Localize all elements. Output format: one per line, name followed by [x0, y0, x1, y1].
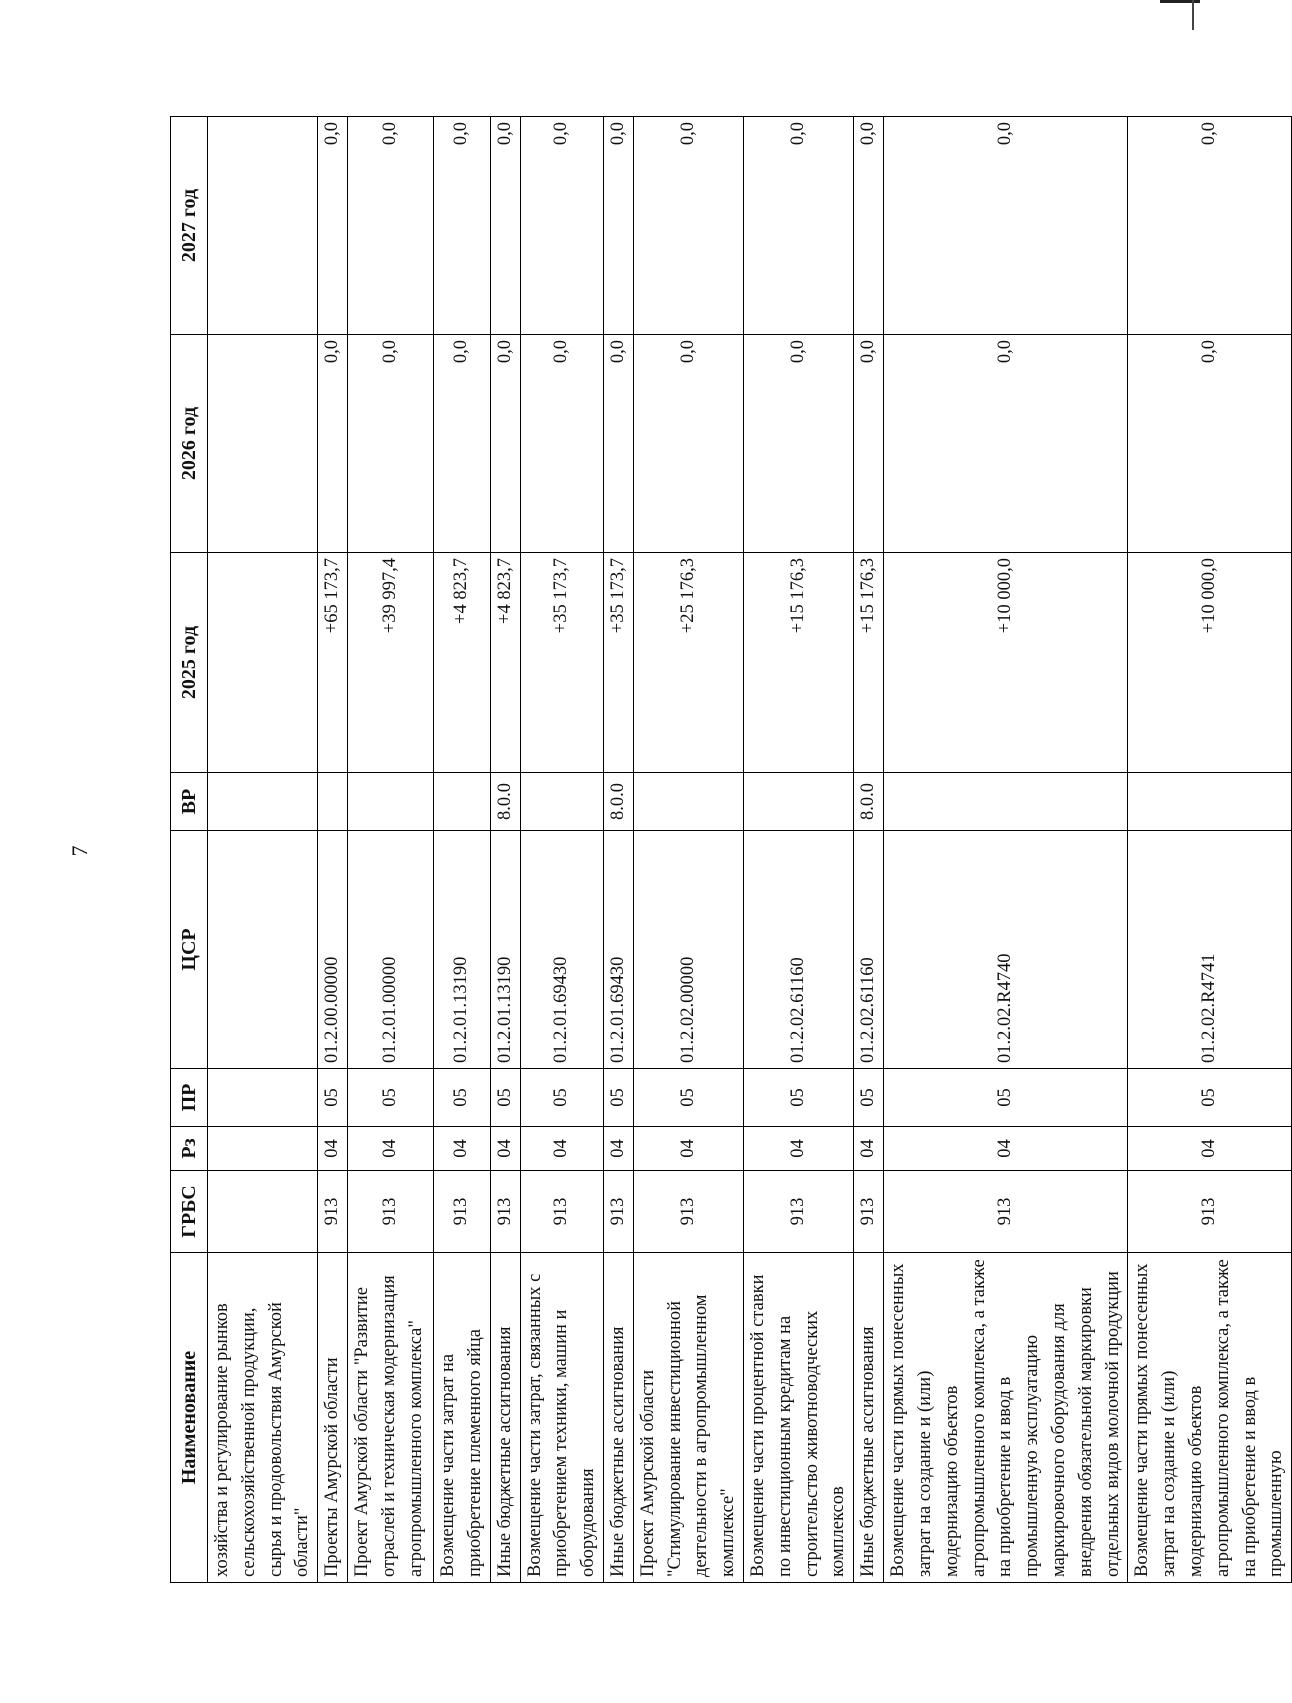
cell-grbs: 913	[633, 1171, 743, 1253]
cell-csr: 01.2.02.R4741	[1128, 831, 1292, 1069]
cell-rz: 04	[854, 1127, 884, 1171]
cell-2026: 0,0	[1128, 335, 1292, 553]
cell-2026: 0,0	[318, 335, 348, 553]
cell-2025: +39 997,4	[348, 553, 434, 773]
cell-vr	[318, 773, 348, 831]
cell-grbs: 913	[744, 1171, 854, 1253]
table-row	[854, 117, 884, 1583]
cell-2026: 0,0	[434, 335, 491, 553]
cell-rz: 04	[884, 1127, 1128, 1171]
cell-vr	[434, 773, 491, 831]
cell-2026: 0,0	[744, 335, 854, 553]
cell-name: Возмещение части прямых понесенных затрат на создание и (или) модернизацию объектов агропромышленного комплекса, а также на приобретение и ввод в промышленную	[1128, 1253, 1292, 1583]
cell-rz: 04	[318, 1127, 348, 1171]
cell-2026	[208, 335, 318, 553]
cell-grbs: 913	[348, 1171, 434, 1253]
table-row	[348, 117, 434, 1583]
column-header-grbs: ГРБС	[171, 1171, 208, 1253]
cell-2027: 0,0	[348, 117, 434, 335]
cell-vr	[1128, 773, 1292, 831]
cell-rz	[208, 1127, 318, 1171]
cell-2027: 0,0	[434, 117, 491, 335]
cell-2026: 0,0	[633, 335, 743, 553]
cell-csr: 01.2.02.61160	[854, 831, 884, 1069]
cell-rz: 04	[744, 1127, 854, 1171]
cell-2025	[208, 553, 318, 773]
cell-name: Иные бюджетные ассигнования	[603, 1253, 633, 1583]
cell-name: Проект Амурской области "Развитие отраслей и техническая модернизация агропромышленного комплекса"	[348, 1253, 434, 1583]
cell-rz: 04	[520, 1127, 603, 1171]
cell-pr	[208, 1069, 318, 1127]
cell-2026: 0,0	[884, 335, 1128, 553]
cell-2025: +35 173,7	[520, 553, 603, 773]
cell-grbs: 913	[884, 1171, 1128, 1253]
column-header-2027: 2027 год	[171, 117, 208, 335]
column-header-pr: ПР	[171, 1069, 208, 1127]
cell-grbs: 913	[490, 1171, 520, 1253]
cell-2025: +35 173,7	[603, 553, 633, 773]
column-header-csr: ЦСР	[171, 831, 208, 1069]
cell-grbs: 913	[854, 1171, 884, 1253]
budget-table	[170, 116, 1292, 1583]
cell-2026: 0,0	[490, 335, 520, 553]
cell-csr: 01.2.01.69430	[520, 831, 603, 1069]
cell-2025: +15 176,3	[744, 553, 854, 773]
cell-2025: +10 000,0	[1128, 553, 1292, 773]
table-row	[520, 117, 603, 1583]
cell-csr	[208, 831, 318, 1069]
cell-2025: +15 176,3	[854, 553, 884, 773]
cell-rz: 04	[348, 1127, 434, 1171]
cell-grbs: 913	[434, 1171, 491, 1253]
cell-vr	[208, 773, 318, 831]
cell-2027: 0,0	[603, 117, 633, 335]
cell-pr: 05	[434, 1069, 491, 1127]
cell-csr: 01.2.01.69430	[603, 831, 633, 1069]
scan-edge-mark-vertical	[1192, 0, 1194, 30]
column-header-vr: ВР	[171, 773, 208, 831]
cell-name: хозяйства и регулирование рынков сельскохозяйственной продукции, сырья и продовольствия Амурской области"	[208, 1253, 318, 1583]
cell-2027: 0,0	[318, 117, 348, 335]
cell-2025: +4 823,7	[490, 553, 520, 773]
cell-grbs: 913	[603, 1171, 633, 1253]
cell-pr: 05	[318, 1069, 348, 1127]
cell-2027: 0,0	[884, 117, 1128, 335]
cell-2025: +10 000,0	[884, 553, 1128, 773]
cell-2027: 0,0	[490, 117, 520, 335]
cell-vr	[520, 773, 603, 831]
cell-pr: 05	[884, 1069, 1128, 1127]
cell-name: Возмещение части затрат, связанных с приобретением техники, машин и оборудования	[520, 1253, 603, 1583]
cell-2027	[208, 117, 318, 335]
cell-pr: 05	[633, 1069, 743, 1127]
cell-2027: 0,0	[633, 117, 743, 335]
table-row	[603, 117, 633, 1583]
cell-2026: 0,0	[520, 335, 603, 553]
cell-rz: 04	[633, 1127, 743, 1171]
cell-name: Возмещение части процентной ставки по инвестиционным кредитам на строительство животноводческих комплексов	[744, 1253, 854, 1583]
table-row	[208, 117, 318, 1583]
table-row	[884, 117, 1128, 1583]
cell-name: Возмещение части затрат на приобретение племенного яйца	[434, 1253, 491, 1583]
cell-2027: 0,0	[744, 117, 854, 335]
cell-name: Иные бюджетные ассигнования	[490, 1253, 520, 1583]
cell-2026: 0,0	[854, 335, 884, 553]
cell-pr: 05	[854, 1069, 884, 1127]
cell-pr: 05	[520, 1069, 603, 1127]
table-header	[171, 117, 208, 1583]
cell-name: Проекты Амурской области	[318, 1253, 348, 1583]
cell-pr: 05	[490, 1069, 520, 1127]
cell-grbs	[208, 1171, 318, 1253]
cell-csr: 01.2.02.00000	[633, 831, 743, 1069]
cell-vr	[348, 773, 434, 831]
cell-pr: 05	[1128, 1069, 1292, 1127]
cell-grbs: 913	[318, 1171, 348, 1253]
table-row	[434, 117, 491, 1583]
cell-vr: 8.0.0	[603, 773, 633, 831]
table-row	[744, 117, 854, 1583]
table-row	[490, 117, 520, 1583]
cell-vr	[744, 773, 854, 831]
cell-vr: 8.0.0	[490, 773, 520, 831]
column-header-rz: Рз	[171, 1127, 208, 1171]
table-body	[208, 117, 1292, 1583]
column-header-name: Наименование	[171, 1253, 208, 1583]
cell-rz: 04	[434, 1127, 491, 1171]
cell-csr: 01.2.01.00000	[348, 831, 434, 1069]
cell-vr	[633, 773, 743, 831]
cell-2027: 0,0	[520, 117, 603, 335]
cell-pr: 05	[744, 1069, 854, 1127]
column-header-2025: 2025 год	[171, 553, 208, 773]
cell-2027: 0,0	[1128, 117, 1292, 335]
cell-2025: +65 173,7	[318, 553, 348, 773]
cell-2026: 0,0	[603, 335, 633, 553]
page-number: 7	[67, 845, 92, 857]
cell-grbs: 913	[1128, 1171, 1292, 1253]
cell-2025: +25 176,3	[633, 553, 743, 773]
scan-edge-mark	[1160, 0, 1200, 3]
cell-rz: 04	[490, 1127, 520, 1171]
header-row	[171, 117, 208, 1583]
cell-vr: 8.0.0	[854, 773, 884, 831]
column-header-2026: 2026 год	[171, 335, 208, 553]
cell-2027: 0,0	[854, 117, 884, 335]
cell-rz: 04	[603, 1127, 633, 1171]
cell-vr	[884, 773, 1128, 831]
table-row	[1128, 117, 1292, 1583]
cell-2026: 0,0	[348, 335, 434, 553]
cell-name: Возмещение части прямых понесенных затрат на создание и (или) модернизацию объектов агропромышленного комплекса, а также на приобретение и ввод в промышленную эксплуатацию маркировочного оборудования для внедрения обязательной маркировки отдельных видов молочной продукции	[884, 1253, 1128, 1583]
cell-grbs: 913	[520, 1171, 603, 1253]
cell-pr: 05	[348, 1069, 434, 1127]
cell-csr: 01.2.00.00000	[318, 831, 348, 1069]
cell-pr: 05	[603, 1069, 633, 1127]
table-row	[633, 117, 743, 1583]
table-row	[318, 117, 348, 1583]
cell-csr: 01.2.02.R4740	[884, 831, 1128, 1069]
cell-csr: 01.2.02.61160	[744, 831, 854, 1069]
cell-csr: 01.2.01.13190	[490, 831, 520, 1069]
rotated-page-content	[170, 117, 1287, 1583]
cell-name: Проект Амурской области "Стимулирование инвестиционной деятельности в агропромышленном комплексе"	[633, 1253, 743, 1583]
cell-csr: 01.2.01.13190	[434, 831, 491, 1069]
cell-2025: +4 823,7	[434, 553, 491, 773]
cell-rz: 04	[1128, 1127, 1292, 1171]
cell-name: Иные бюджетные ассигнования	[854, 1253, 884, 1583]
